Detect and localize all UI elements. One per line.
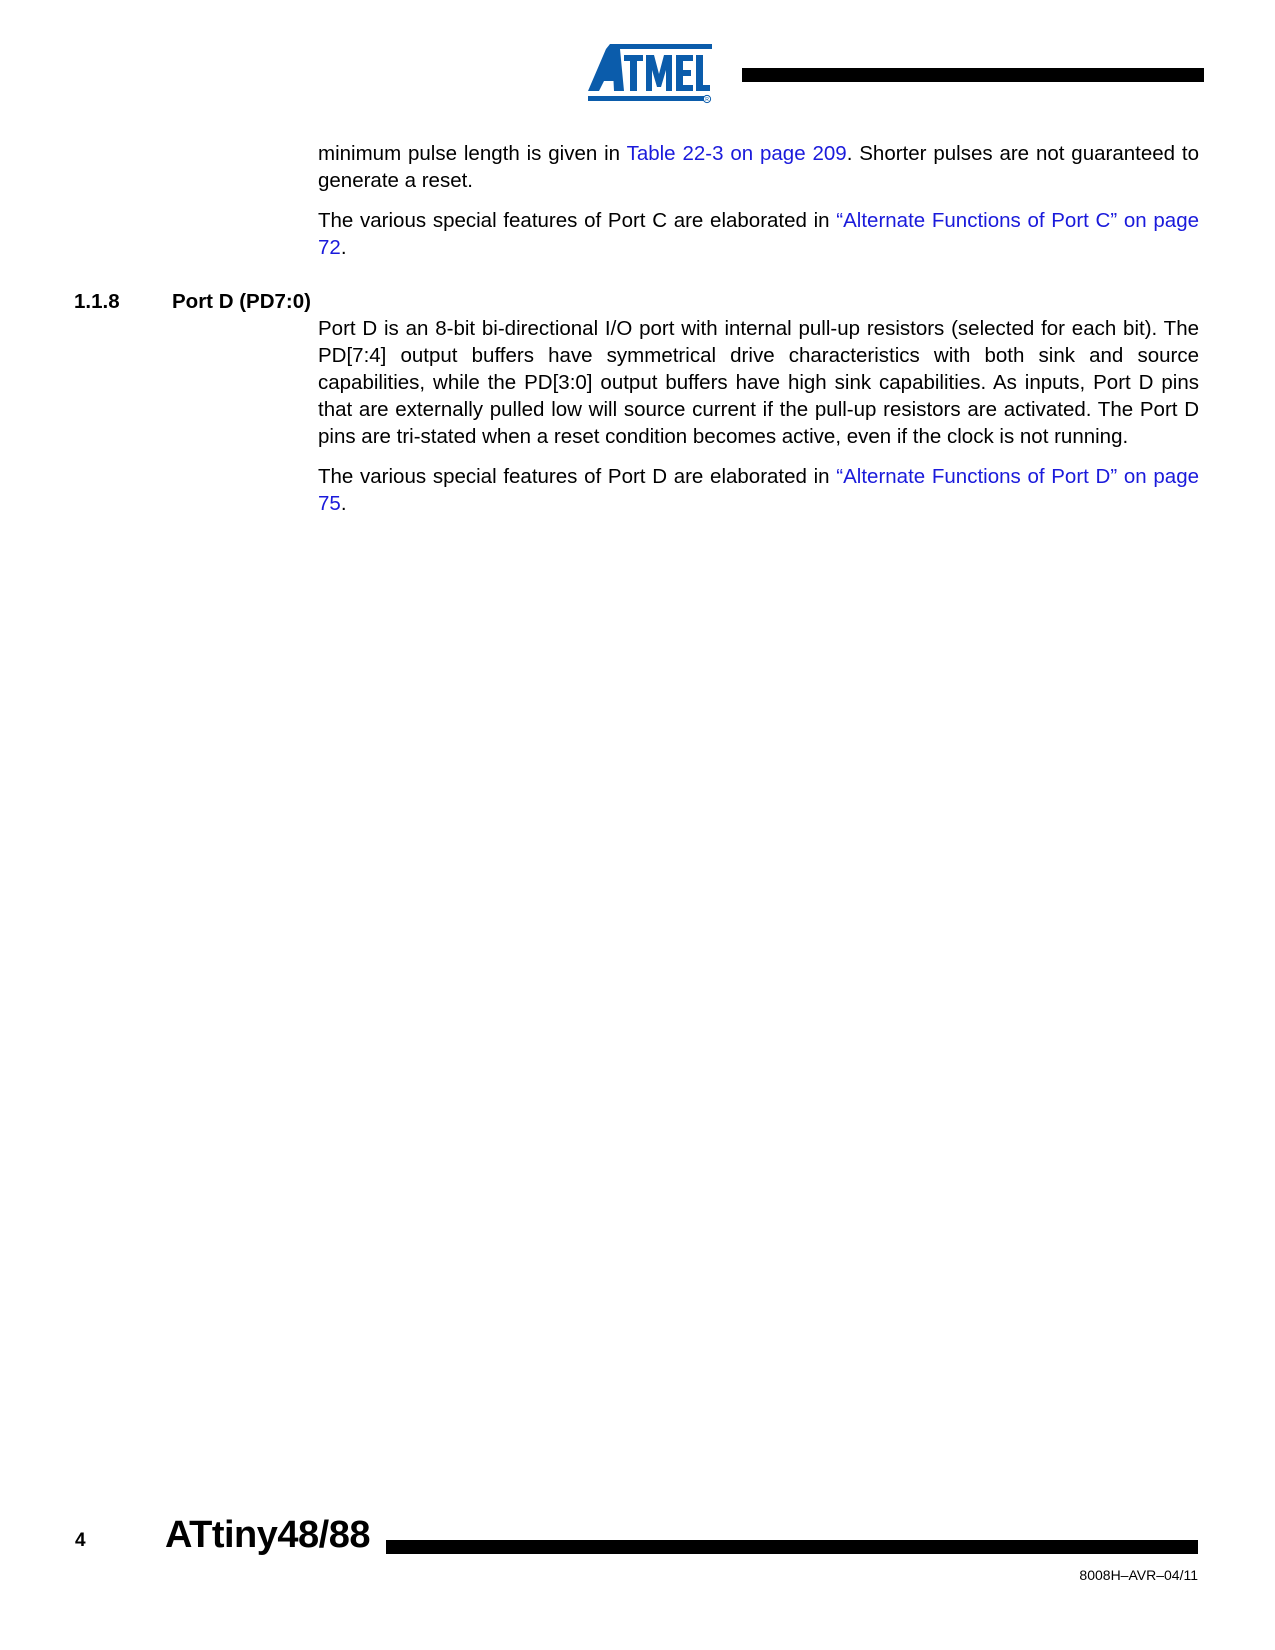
- footer-title: ATtiny48/88: [165, 1514, 370, 1556]
- atmel-logo: [588, 44, 712, 104]
- port-d-functions-link[interactable]: “Alternate Functions of Port D” on page 75: [318, 465, 1199, 515]
- document-id: 8008H–AVR–04/11: [1079, 1567, 1198, 1583]
- footer-rule: [386, 1540, 1198, 1554]
- intro-p1-text-after: . Shorter pulses are not guaranteed to generate a reset.: [318, 142, 1199, 192]
- port-d-p2-text-before: The various special features of Port D are elaborated in: [318, 465, 837, 488]
- port-d-p2-text-after: .: [340, 492, 347, 515]
- intro-p2-text-before: The various special features of Port C are elaborated in: [318, 209, 837, 232]
- port-c-functions-link[interactable]: “Alternate Functions of Port C” on page 72: [318, 209, 1199, 259]
- page-number: 4: [75, 1530, 86, 1551]
- header-rule: [742, 68, 1204, 82]
- intro-p1-text-before: minimum pulse length is given in: [318, 142, 627, 165]
- port-d-paragraph-1: Port D is an 8-bit bi-directional I/O port with internal pull-up resistors (selected for each bit). The PD[7:4] output buffers have symmetrical drive characteristics with both sink and source capabilities, while the PD[3:0] output buffers have high sink capabilities. As inputs, Port D pins that are externally pulled low will source current if the pull-up resistors are activated. The Port D pins are tri-stated when a reset condition becomes active, even if the clock is not running.: [318, 317, 1199, 448]
- svg-text:R: R: [705, 96, 709, 103]
- section-number: 1.1.8: [74, 290, 120, 313]
- intro-paragraph-1: [318, 140, 1199, 194]
- section-title: Port D (PD7:0): [172, 290, 311, 313]
- intro-paragraph-2: [318, 207, 1199, 261]
- port-d-paragraph-2: [318, 463, 1199, 517]
- table-22-3-link[interactable]: Table 22-3 on page 209: [626, 142, 847, 165]
- intro-p2-text-after: .: [340, 236, 347, 259]
